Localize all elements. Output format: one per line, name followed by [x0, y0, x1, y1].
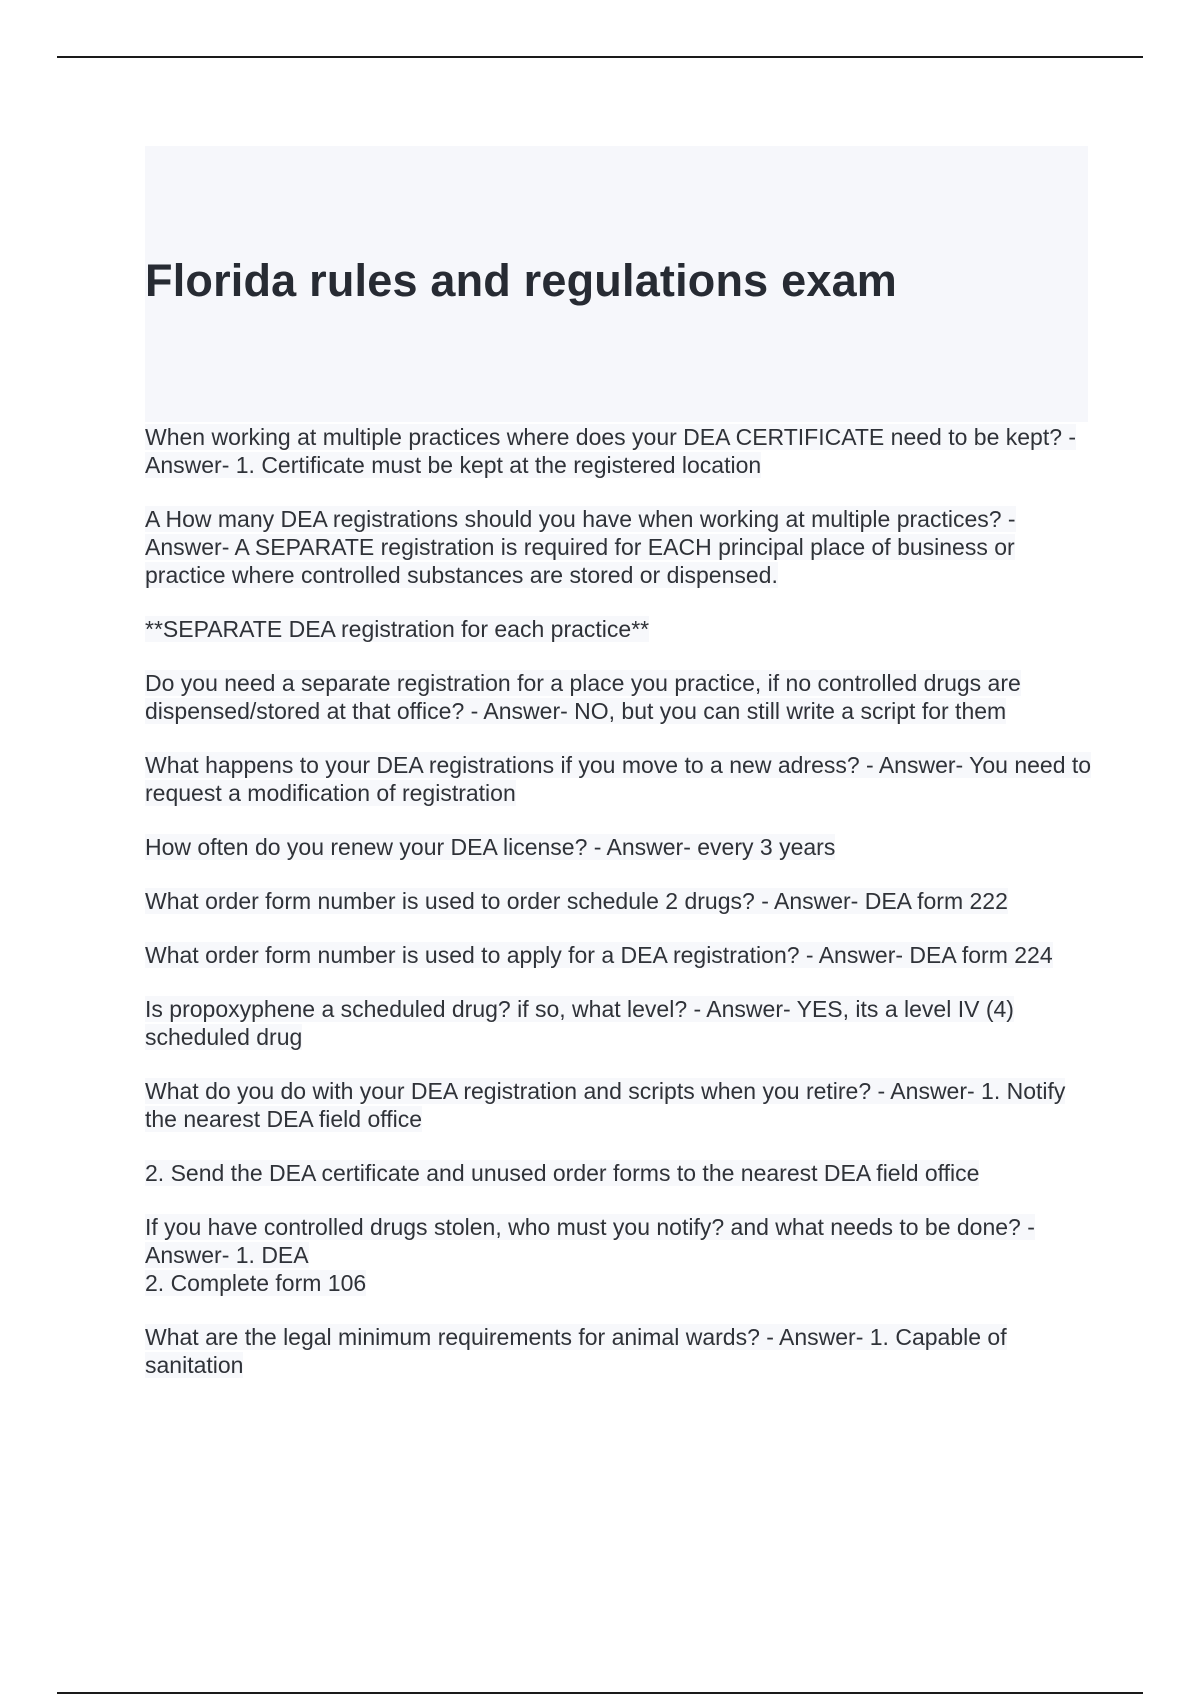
qa-paragraph: Do you need a separate registration for a place you practice, if no controlled drugs are dispensed/stored at that office? - Answer- NO, but you can still write a script for them	[145, 670, 1021, 724]
bottom-rule	[57, 1692, 1143, 1694]
qa-paragraph: **SEPARATE DEA registration for each practice**	[145, 616, 650, 642]
qa-paragraph: What happens to your DEA registrations if you move to a new adress? - Answer- You need to request a modification of registration	[145, 752, 1092, 806]
qa-paragraph: What order form number is used to order schedule 2 drugs? - Answer- DEA form 222	[145, 888, 1008, 914]
qa-paragraph: Is propoxyphene a scheduled drug? if so, what level? - Answer- YES, its a level IV (4) scheduled drug	[145, 996, 1014, 1050]
stolen-step-2: 2. Complete form 106	[145, 1270, 367, 1296]
document-title: Florida rules and regulations exam	[145, 255, 898, 306]
qa-paragraph: A How many DEA registrations should you have when working at multiple practices? - Answer- A SEPARATE registration is required for EACH principal place of business or practice where controlled substances are stored or dispensed.	[145, 506, 1016, 588]
qa-paragraph: What do you do with your DEA registration and scripts when you retire? - Answer- 1. Notify the nearest DEA field office	[145, 1078, 1066, 1132]
top-rule	[57, 56, 1143, 58]
qa-paragraph: What are the legal minimum requirements for animal wards? - Answer- 1. Capable of sanitation	[145, 1324, 1007, 1378]
qa-paragraph: When working at multiple practices where does your DEA CERTIFICATE need to be kept? - Answer- 1. Certificate must be kept at the registered location	[145, 424, 1077, 478]
qa-paragraph: How often do you renew your DEA license? - Answer- every 3 years	[145, 834, 836, 860]
qa-paragraph: What order form number is used to apply for a DEA registration? - Answer- DEA form 224	[145, 942, 1053, 968]
qa-paragraph-stolen: If you have controlled drugs stolen, who must you notify? and what needs to be done? - Answer- 1. DEA 2. Complete form 106	[145, 1214, 1035, 1296]
document-body	[145, 423, 1095, 1405]
qa-paragraph: 2. Send the DEA certificate and unused order forms to the nearest DEA field office	[145, 1160, 980, 1186]
